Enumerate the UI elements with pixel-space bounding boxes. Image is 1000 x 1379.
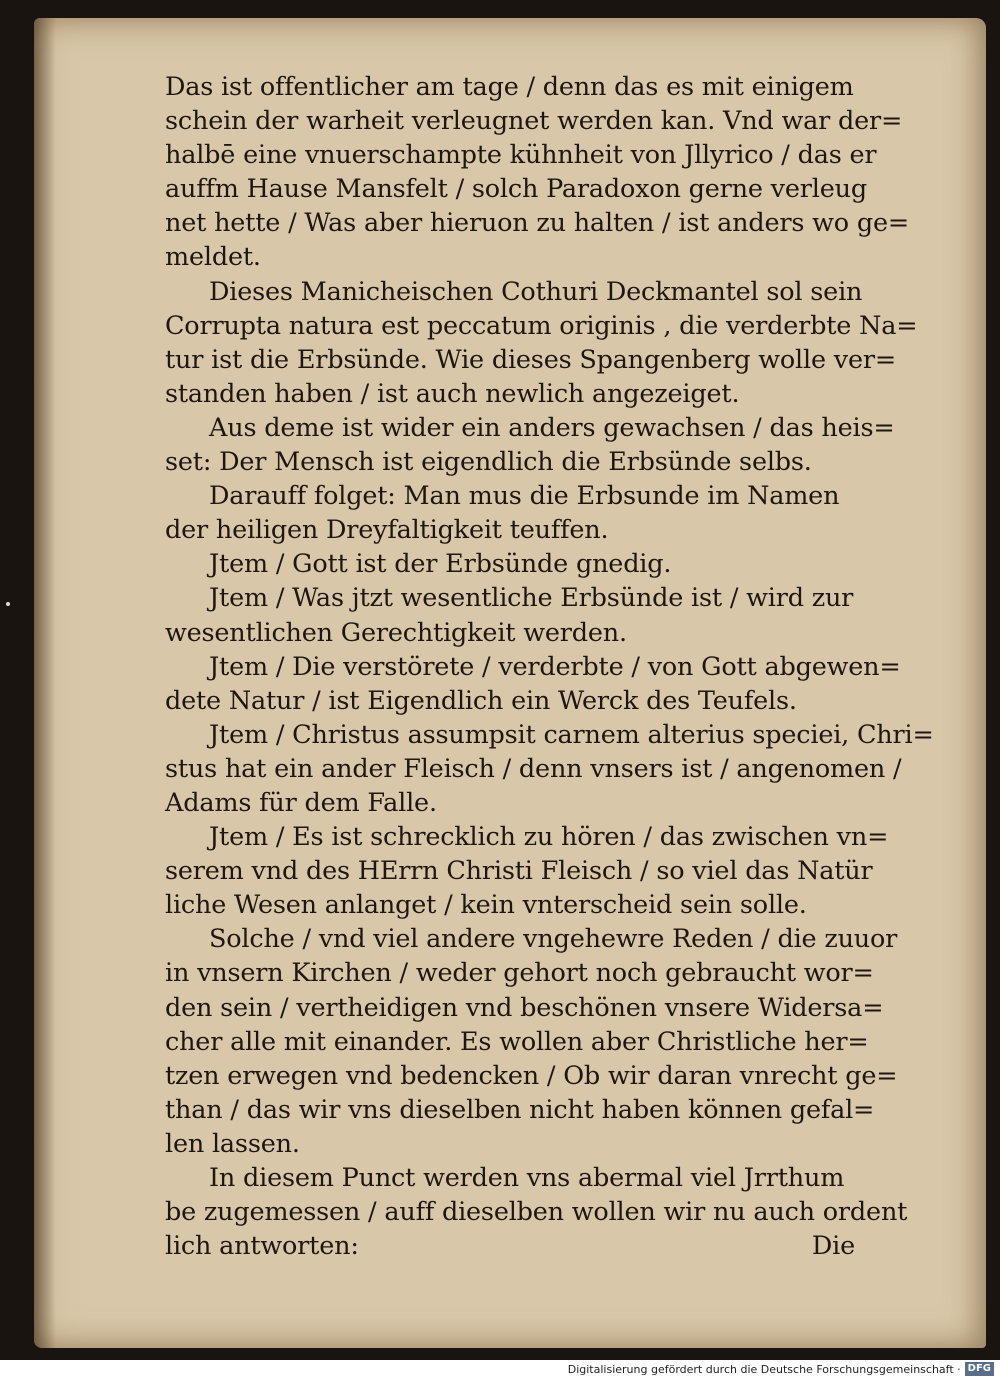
text-line: Adams für dem Falle. — [165, 787, 437, 818]
text-line: standen haben / ist auch newlich angezeiget. — [165, 378, 740, 409]
text-line: tur ist die Erbsünde. Wie dieses Spangenberg wolle ver= — [165, 344, 897, 375]
text-line: auffm Hause Mansfelt / solch Paradoxon gerne verleug — [165, 174, 867, 205]
text-line: Darauff folget: Man mus die Erbsunde im Namen — [209, 481, 840, 512]
text-line: dete Natur / ist Eigendlich ein Werck des Teufels. — [165, 685, 797, 716]
text-line: tzen erwegen vnd bedencken / Ob wir daran vnrecht ge= — [165, 1060, 898, 1091]
text-line: Aus deme ist wider ein anders gewachsen / das heis= — [209, 412, 895, 443]
text-line: der heiligen Dreyfaltigkeit teuffen. — [165, 515, 609, 546]
text-line: stus hat ein ander Fleisch / denn vnsers ist / angenomen / — [165, 753, 902, 784]
digitization-credit — [568, 1361, 994, 1377]
text-line: be zugemessen / auff dieselben wollen wir nu auch ordent — [165, 1197, 908, 1228]
text-line: Jtem / Gott ist der Erbsünde gnedig. — [209, 549, 672, 580]
scan-edge-mark — [6, 602, 10, 606]
text-line: schein der warheit verleugnet werden kan. Vnd war der= — [165, 106, 903, 137]
credit-text: Digitalisierung gefördert durch die Deutsche Forschungsgemeinschaft · — [567, 1362, 961, 1376]
text-line: net hette / Was aber hieruon zu halten / ist anders wo ge= — [165, 208, 910, 239]
text-line: In diesem Punct werden vns abermal viel Jrrthum — [209, 1163, 845, 1193]
text-line: Jtem / Es ist schrecklich zu hören / das zwischen vn= — [209, 822, 889, 853]
dfg-logo: DFG — [965, 1362, 994, 1376]
catchword: Die — [811, 1231, 855, 1262]
text-line: meldet. — [165, 242, 261, 273]
text-line: Jtem / Die verstörete / verderbte / von Gott abgewen= — [209, 651, 901, 682]
text-line: den sein / vertheidigen vnd beschönen vnsere Widersa= — [165, 992, 884, 1023]
text-line: wesentlichen Gerechtigkeit werden. — [165, 617, 627, 648]
text-line: Jtem / Was jtzt wesentliche Erbsünde ist / wird zur — [209, 583, 854, 614]
text-line: Dieses Manicheischen Cothuri Deckmantel sol sein — [209, 276, 863, 307]
fraktur-text-block — [165, 70, 934, 1263]
text-line: Corrupta natura est peccatum originis , die verderbte Na= — [165, 310, 918, 341]
text-line: cher alle mit einander. Es wollen aber Christliche her= — [165, 1026, 869, 1057]
text-line: in vnsern Kirchen / weder gehort noch gebraucht wor= — [165, 958, 874, 989]
text-line: than / das wir vns dieselben nicht haben können gefal= — [165, 1094, 875, 1125]
text-line: lich antworten: — [165, 1231, 359, 1262]
text-line: len lassen. — [165, 1128, 300, 1159]
text-line: liche Wesen anlanget / kein vnterscheid sein solle. — [165, 890, 807, 921]
text-line: Jtem / Christus assumpsit carnem alterius speciei, Chri= — [209, 719, 934, 750]
text-line: serem vnd des HErrn Christi Fleisch / so viel das Natür — [165, 856, 873, 887]
text-line: Solche / vnd viel andere vngehewre Reden / die zuuor — [209, 924, 898, 955]
text-line: set: Der Mensch ist eigendlich die Erbsünde selbs. — [165, 447, 812, 478]
page-gutter-shadow — [34, 18, 56, 1348]
text-line: Das ist offentlicher am tage / denn das es mit einigem — [165, 72, 854, 102]
text-line: halbē eine vnuerschampte kühnheit von Jllyrico / das er — [165, 140, 877, 171]
